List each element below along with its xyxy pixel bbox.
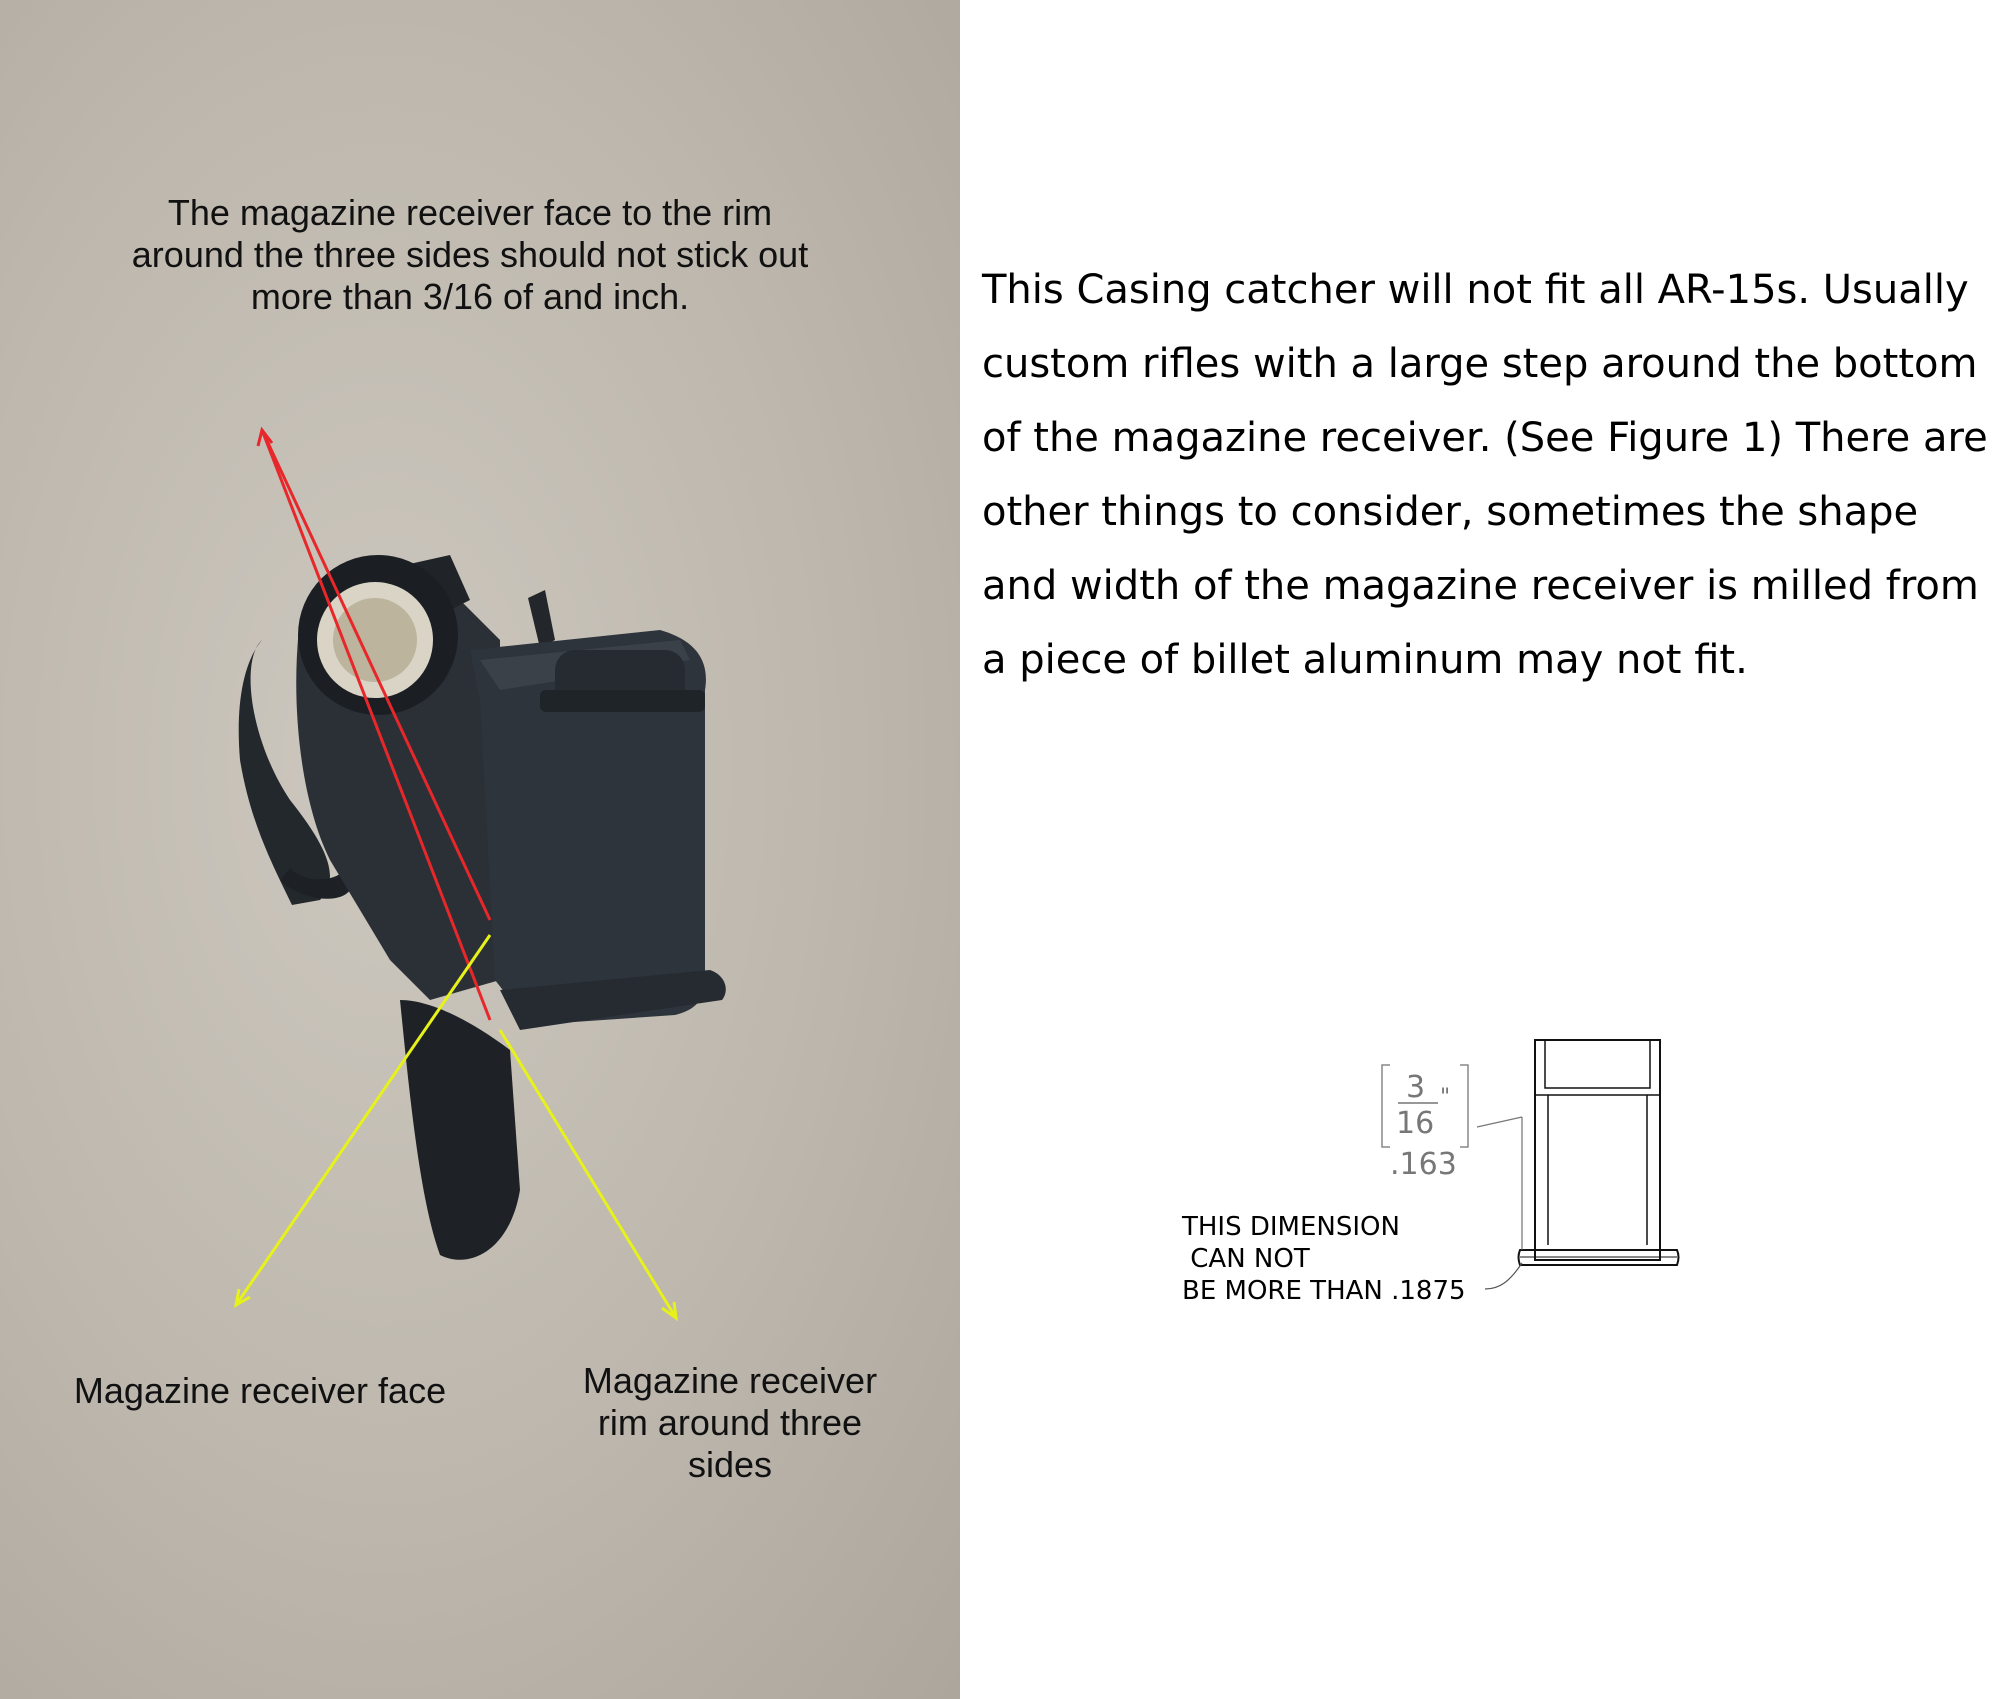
- dimension-note-line: CAN NOT: [1182, 1244, 1310, 1274]
- dimension-inch-mark: ": [1440, 1085, 1451, 1110]
- description-block: [982, 253, 1992, 697]
- figure-drawing: [1170, 1035, 1690, 1335]
- top-annotation: The magazine receiver face to the rim around the three sides should not stick out more than 3/16 of and inch.: [131, 192, 809, 318]
- dimension-denominator: 16: [1396, 1106, 1435, 1141]
- dimension-note-line: THIS DIMENSION: [1182, 1212, 1400, 1242]
- face-label: Magazine receiver face: [73, 1370, 447, 1411]
- dimension-numerator: 3: [1406, 1070, 1426, 1105]
- dimension-decimal: .163: [1390, 1147, 1457, 1182]
- rifle-photo: [0, 0, 960, 1699]
- dimension-note-line: BE MORE THAN .1875: [1182, 1276, 1466, 1306]
- description-text: This Casing catcher will not fit all AR-15s. Usually custom rifles with a large step around the bottom of the magazine receiver. (See Figure 1) There are other things to consider, sometimes the shape and width of the magazine receiver is milled from a piece of billet aluminum may not fit.: [982, 267, 1988, 683]
- rim-label: Magazine receiver rim around three sides: [582, 1360, 878, 1486]
